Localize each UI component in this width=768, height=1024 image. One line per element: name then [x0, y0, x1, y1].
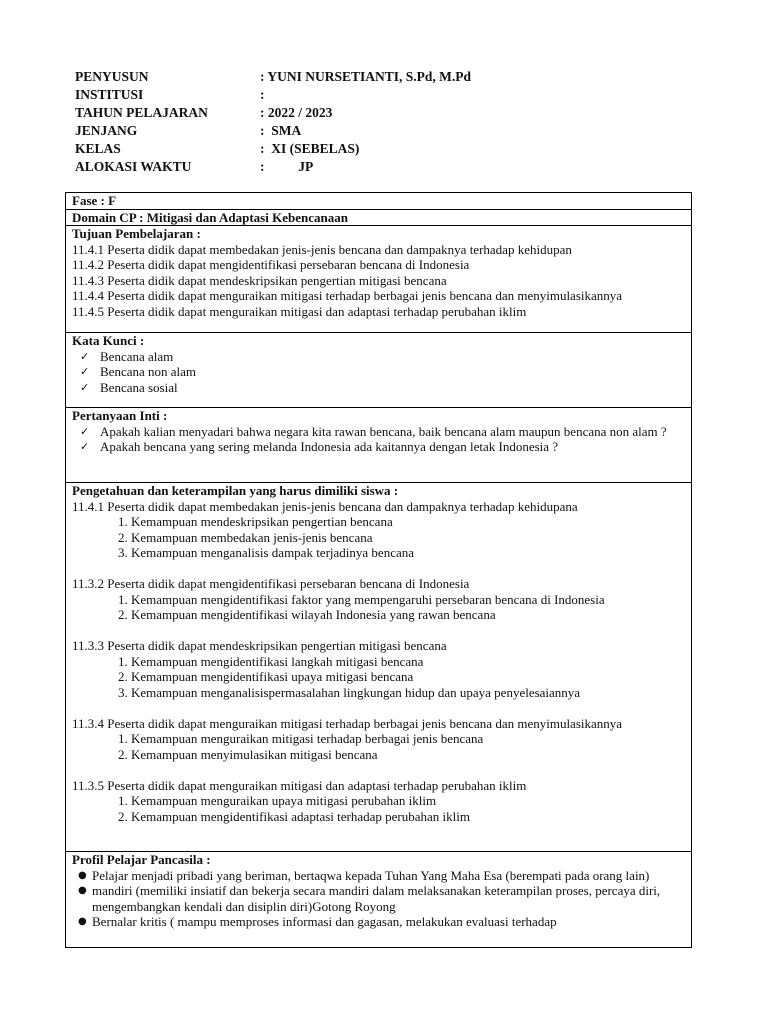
pengetahuan-sublist: [72, 731, 691, 762]
tujuan-item: 11.4.1 Peserta didik dapat membedakan jenis-jenis bencana dan dampaknya terhadap kehidupan: [72, 241, 572, 257]
tujuan-item: 11.4.2 Peserta didik dapat mengidentifikasi persebaran bencana di Indonesia: [72, 257, 470, 272]
row-pengetahuan: [66, 483, 692, 852]
document-header: [75, 68, 471, 176]
list-item: 3. Kemampuan menganalisispermasalahan lingkungan hidup dan upaya penyelesaiannya: [118, 684, 581, 700]
kata-kunci-cell: [66, 333, 692, 408]
header-row-penyusun: [75, 68, 471, 86]
list-item: [72, 364, 691, 380]
list-item: [72, 868, 691, 884]
pengetahuan-heading: 11.3.5 Peserta didik dapat menguraikan mitigasi dan adaptasi terhadap perubahan iklim: [72, 777, 527, 793]
row-fase: [66, 193, 692, 210]
row-profil: [66, 852, 692, 948]
check-mark-icon: ✓: [80, 380, 90, 394]
pengetahuan-heading: 11.3.2 Peserta didik dapat mengidentifikasi persebaran bencana di Indonesia: [72, 576, 470, 591]
profil-text: mandiri (memiliki insiatif dan bekerja secara mandiri dalam melaksanakan keterampilan proses, percaya diri, mengembangkan kendali dan disiplin diri)Gotong Royong: [92, 883, 661, 914]
pertanyaan-text: Apakah kalian menyadari bahwa negara kita rawan bencana, baik bencana alam maupun bencana non alam ?: [100, 423, 667, 439]
list-item: 2. Kemampuan mengidentifikasi upaya mitigasi bencana: [118, 669, 414, 684]
header-row-kelas: [75, 140, 471, 158]
profil-list: [72, 868, 691, 930]
list-item: [72, 380, 691, 396]
row-pertanyaan: [66, 408, 692, 483]
header-label: JENJANG: [75, 123, 138, 138]
module-table: [65, 192, 692, 948]
list-item: 2. Kemampuan menyimulasikan mitigasi bencana: [118, 746, 378, 762]
kata-kunci-text: Bencana non alam: [100, 364, 197, 379]
check-mark-icon: ✓: [80, 365, 90, 378]
list-item: [72, 883, 691, 914]
header-value: : 2022 / 2023: [260, 105, 333, 120]
check-mark-icon: ✓: [80, 440, 90, 453]
list-item: 2. Kemampuan membedakan jenis-jenis bencana: [118, 529, 373, 545]
list-item: 2. Kemampuan mengidentifikasi adaptasi terhadap perubahan iklim: [118, 808, 470, 824]
tujuan-title: Tujuan Pembelajaran :: [72, 226, 201, 241]
header-row-tahun: [75, 104, 471, 122]
pengetahuan-heading: 11.3.4 Peserta didik dapat menguraikan mitigasi terhadap berbagai jenis bencana dan menyimulasikannya: [72, 715, 623, 731]
row-kata-kunci: [66, 333, 692, 408]
bullet-icon: ●: [78, 885, 87, 896]
header-label: KELAS: [75, 141, 121, 156]
kata-kunci-list: [72, 349, 691, 396]
header-label: INSTITUSI: [75, 87, 144, 102]
header-label: ALOKASI WAKTU: [75, 159, 192, 174]
check-mark-icon: ✓: [80, 424, 90, 438]
pertanyaan-list: [72, 424, 691, 455]
header-value: : XI (SEBELAS): [260, 141, 360, 156]
header-value: : SMA: [260, 123, 302, 138]
tujuan-item: 11.4.5 Peserta didik dapat menguraikan mitigasi dan adaptasi terhadap perubahan iklim: [72, 303, 527, 319]
check-mark-icon: ✓: [80, 349, 90, 363]
list-item: 1. Kemampuan mengidentifikasi langkah mitigasi bencana: [118, 653, 424, 669]
tujuan-cell: [66, 226, 692, 333]
profil-text: Pelajar menjadi pribadi yang beriman, bertaqwa kepada Tuhan Yang Maha Esa (berempati pada orang lain): [92, 867, 650, 883]
list-item: 1. Kemampuan mendeskripsikan pengertian bencana: [118, 514, 393, 529]
tujuan-item: 11.4.3 Peserta didik dapat mendeskripsikan pengertian mitigasi bencana: [72, 272, 447, 288]
bullet-icon: ●: [78, 916, 87, 927]
header-row-institusi: [75, 86, 471, 104]
header-label: TAHUN PELAJARAN: [75, 105, 208, 120]
header-row-alokasi: [75, 158, 471, 176]
list-item: 1. Kemampuan menguraikan mitigasi terhadap berbagai jenis bencana: [118, 731, 484, 746]
pertanyaan-title: Pertanyaan Inti :: [72, 408, 168, 423]
pengetahuan-cell: [66, 483, 692, 852]
domain-cp-cell: Domain CP : Mitigasi dan Adaptasi Kebencanaan: [66, 209, 692, 226]
pengetahuan-sublist: [72, 793, 691, 824]
list-item: [72, 349, 691, 365]
bullet-icon: ●: [78, 869, 87, 881]
profil-cell: [66, 852, 692, 948]
list-item: 1. Kemampuan mengidentifikasi faktor yang mempengaruhi persebaran bencana di Indonesia: [118, 591, 605, 607]
kata-kunci-text: Bencana sosial: [100, 379, 178, 395]
pengetahuan-heading: 11.3.3 Peserta didik dapat mendeskripsikan pengertian mitigasi bencana: [72, 638, 447, 653]
pengetahuan-heading: 11.4.1 Peserta didik dapat membedakan jenis-jenis bencana dan dampaknya terhadap kehidupana: [72, 498, 578, 514]
list-item: [72, 439, 691, 455]
list-item: 1. Kemampuan menguraikan upaya mitigasi perubahan iklim: [118, 793, 437, 808]
tujuan-item: 11.4.4 Peserta didik dapat menguraikan mitigasi terhadap berbagai jenis bencana dan menyimulasikannya: [72, 288, 623, 303]
header-label: PENYUSUN: [75, 69, 149, 84]
profil-title: Profil Pelajar Pancasila :: [72, 852, 211, 867]
pertanyaan-text: Apakah bencana yang sering melanda Indonesia ada kaitannya dengan letak Indonesia ?: [100, 439, 559, 454]
header-value: : JP: [260, 159, 314, 174]
fase-cell: Fase : F: [66, 193, 692, 210]
pengetahuan-sublist: [72, 514, 691, 561]
profil-text: Bernalar kritis ( mampu memproses informasi dan gagasan, melakukan evaluasi terhadap: [92, 914, 557, 929]
list-item: 3. Kemampuan menganalisis dampak terjadinya bencana: [118, 545, 415, 560]
pengetahuan-sublist: [72, 654, 691, 701]
row-tujuan: [66, 226, 692, 333]
pengetahuan-title: Pengetahuan dan keterampilan yang harus dimiliki siswa :: [72, 483, 399, 498]
header-value: : YUNI NURSETIANTI, S.Pd, M.Pd: [260, 69, 472, 84]
kata-kunci-text: Bencana alam: [100, 348, 174, 364]
row-domain: [66, 209, 692, 226]
header-value: :: [260, 87, 265, 102]
list-item: 2. Kemampuan mengidentifikasi wilayah Indonesia yang rawan bencana: [118, 607, 496, 622]
pengetahuan-sublist: [72, 592, 691, 623]
header-row-jenjang: [75, 122, 471, 140]
list-item: [72, 424, 691, 440]
kata-kunci-title: Kata Kunci :: [72, 333, 145, 348]
pertanyaan-cell: [66, 408, 692, 483]
list-item: [72, 914, 691, 930]
